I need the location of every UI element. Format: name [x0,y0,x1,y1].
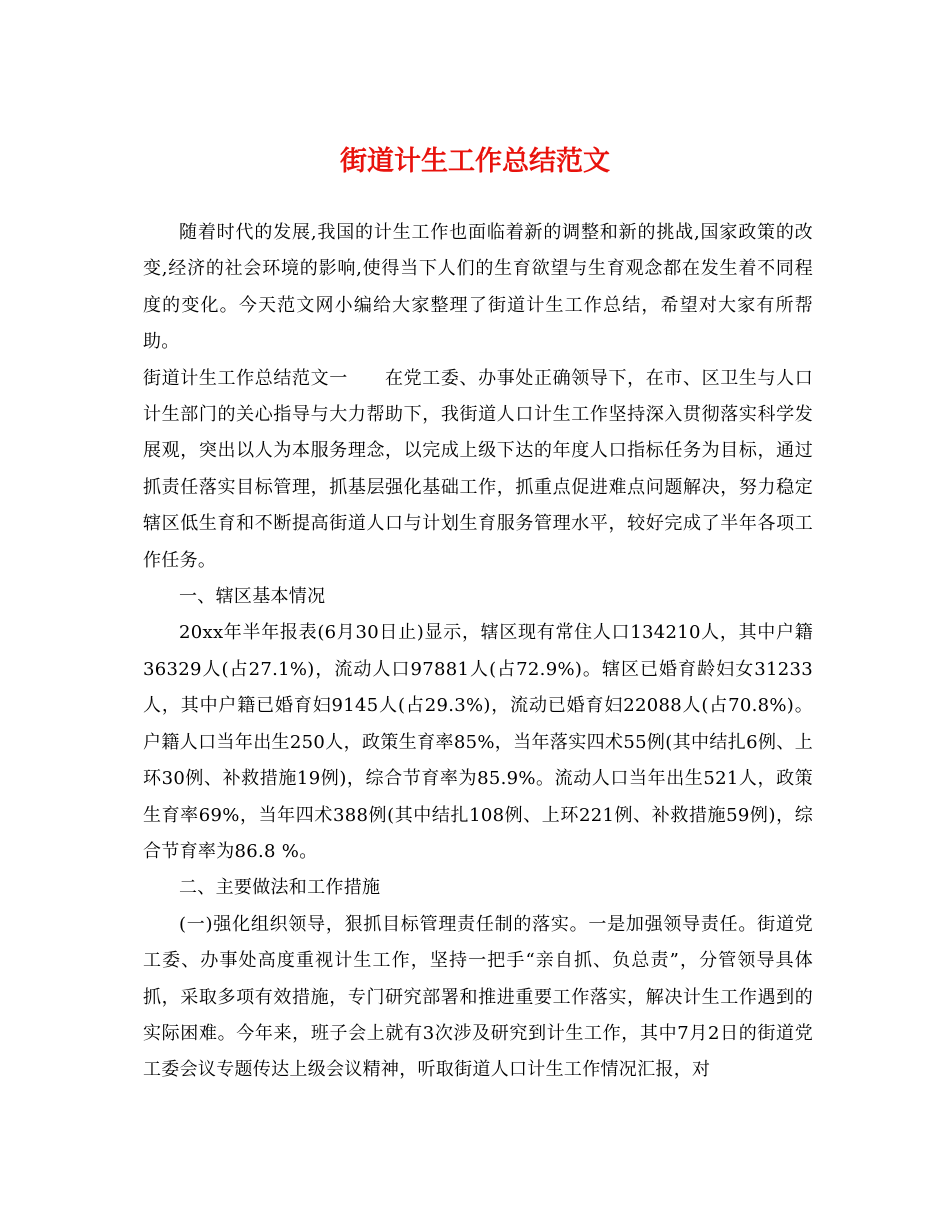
document-title: 街道计生工作总结范文 [340,146,610,177]
paragraph-intro: 随着时代的发展,我国的计生工作也面临着新的调整和新的挑战,国家政策的改变,经济的社会环境的影响,使得当下人们的生育欲望与生育观念都在发生着不同程度的变化。今天范文网小编给大家整理了街道计生工作总结，希望对大家有所帮助。 [143,222,813,353]
section-heading-measures: 二、主要做法和工作措施 [179,877,381,899]
paragraph-sample-one: 街道计生工作总结范文一 在党工委、办事处正确领导下，在市、区卫生与人口计生部门的关心指导与大力帮助下，我街道人口计生工作坚持深入贯彻落实科学发展观，突出以人为本服务理念，以完成上级下达的年度人口指标任务为目标，通过抓责任落实目标管理，抓基层强化基础工作，抓重点促进难点问题解决，努力稳定辖区低生育和不断提高街道人口与计划生育服务管理水平，较好完成了半年各项工作任务。 [143,367,813,571]
paragraph-statistics: 20xx年半年报表(6月30日止)显示，辖区现有常住人口134210人，其中户籍36329人(占27.1%)，流动人口97881人(占72.9%)。辖区已婚育龄妇女31233人，其中户籍已婚育妇9145人(占29.3%)，流动已婚育妇22088人(占70.8%)。户籍人口当年出生250人，政策生育率85%，当年落实四术55例(其中结扎6例、上环30例、补救措施19例)，综合节育率为85.9%。流动人口当年出生521人，政策生育率69%，当年四术388例(其中结扎108例、上环221例、补救措施59例)，综合节育率为86.8 %。 [143,622,813,862]
paragraph-organization-leadership: (一)强化组织领导，狠抓目标管理责任制的落实。一是加强领导责任。街道党工委、办事处高度重视计生工作，坚持一把手“亲自抓、负总责”，分管领导具体抓，采取多项有效措施，专门研究部署和推进重要工作落实，解决计生工作遇到的实际困难。今年来，班子会上就有3次涉及研究到计生工作，其中7月2日的街道党工委会议专题传达上级会议精神，听取街道人口计生工作情况汇报，对 [143,913,813,1081]
section-heading-basic-situation: 一、辖区基本情况 [179,586,326,608]
document-body [143,215,813,1089]
